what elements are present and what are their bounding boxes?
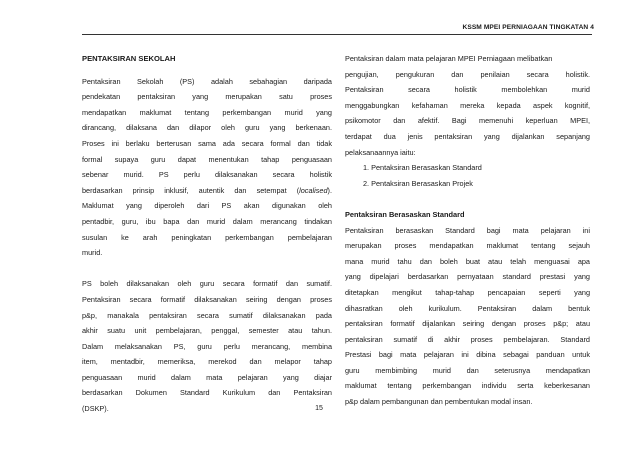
left-paragraph-2 xyxy=(82,276,332,416)
text-line: pelaksanaannya iaitu: xyxy=(345,147,416,157)
text-line: menggabungkan kefahaman mereka kepada aspek kognitif, xyxy=(345,100,590,110)
page-number: 15 xyxy=(315,405,323,412)
text-line: (DSKP). xyxy=(82,404,109,414)
text-line: Pentaksiran secara holistik membolehkan murid xyxy=(345,85,590,95)
text-line: ditetapkan mengikut tahap-tahap pencapaian seperti yang xyxy=(345,287,590,297)
text-line: dirancang, dilaksana dan dilapor oleh guru yang berkenaan. xyxy=(82,123,332,133)
text-line: penguasaan murid dalam mata pelajaran yang diajar xyxy=(82,372,332,382)
text-line: akhir suatu unit pembelajaran, penggal, semester atau tahun. xyxy=(82,326,332,336)
paragraph-gap xyxy=(345,191,590,207)
text-line: pentaksiran sumatif di akhir proses pembelajaran. Standard xyxy=(345,334,590,344)
text-line: sebenar murid. PS perlu dilaksanakan secara holistik xyxy=(82,170,332,180)
text-line: pengujian, pengukuran dan penilaian secara holistik. xyxy=(345,69,590,79)
running-header: KSSM MPEI PERNIAGAAN TINGKATAN 4 xyxy=(462,24,594,31)
list-item: 2. Pentaksiran Berasaskan Projek xyxy=(363,178,473,188)
text-line: psikomotor dan afektif. Bagi memenuhi keperluan MPEI, xyxy=(345,116,590,126)
text-line: formal supaya guru dapat menentukan tahap penguasaan xyxy=(82,154,332,164)
text-line: guru membimbing murid dan seterusnya mendapatkan xyxy=(345,365,590,375)
left-column xyxy=(82,51,332,417)
text-line: yang dipelajari berdasarkan pernyataan standard prestasi yang xyxy=(345,272,590,282)
text-line: Prestasi bagi mata pelajaran ini dibina sebagai panduan untuk xyxy=(345,350,590,360)
paragraph-gap xyxy=(82,261,332,277)
header-rule xyxy=(82,34,592,35)
assessment-types-list xyxy=(345,160,590,191)
text-line: p&p dalam pembangunan dan pembentukan modal insan. xyxy=(345,397,533,407)
subsection-heading: Pentaksiran Berasaskan Standard xyxy=(345,209,465,219)
text-line: murid. xyxy=(82,248,103,258)
text-line: Maklumat yang diperoleh dari PS akan digunakan oleh xyxy=(82,201,332,211)
right-paragraph-1 xyxy=(345,51,590,160)
text-line: merupakan proses mendapatkan maklumat tentang sejauh xyxy=(345,241,590,251)
text-line: PS boleh dilaksanakan oleh guru secara formatif dan sumatif. xyxy=(82,279,332,289)
text-line: mana murid tahu dan boleh buat atau telah menguasai apa xyxy=(345,256,590,266)
list-item: 1. Pentaksiran Berasaskan Standard xyxy=(363,163,482,173)
text-line-with-italic: berdasarkan prinsip inklusif, autentik dan setempat (localised). xyxy=(82,185,332,195)
text-line: berdasarkan Dokumen Standard Kurikulum dan Pentaksiran xyxy=(82,388,332,398)
section-heading: PENTAKSIRAN SEKOLAH xyxy=(82,54,176,63)
italic-term: localised xyxy=(299,185,328,195)
text-line: Pentaksiran secara formatif dilaksanakan seiring dengan proses xyxy=(82,294,332,304)
left-paragraph-1 xyxy=(82,74,332,261)
text-line: Pentaksiran berasaskan Standard bagi mata pelajaran ini xyxy=(345,225,590,235)
text-line: dihasratkan oleh kurikulum. Pentaksiran dalam bentuk xyxy=(345,303,590,313)
text-line: Pentaksiran dalam mata pelajaran MPEI Perniagaan melibatkan xyxy=(345,54,553,63)
text-line: susulan ke arah peningkatan perkembangan pembelajaran xyxy=(82,232,332,242)
text-line: maklumat tentang perkembangan individu serta keberkesanan xyxy=(345,381,590,391)
text-line: Pentaksiran Sekolah (PS) adalah sebahagian daripada xyxy=(82,76,332,86)
text-line: Proses ini berlaku berterusan sama ada secara formal dan tidak xyxy=(82,138,332,148)
text-line: pendekatan pentaksiran yang merupakan satu proses xyxy=(82,92,332,102)
text-line: mendapatkan maklumat tentang perkembangan murid yang xyxy=(82,107,332,117)
text-line: Dalam melaksanakan PS, guru perlu merancang, membina xyxy=(82,341,332,351)
right-column xyxy=(345,51,590,410)
text-line: p&p, manakala pentaksiran secara sumatif dilaksanakan pada xyxy=(82,310,332,320)
right-paragraph-2 xyxy=(345,223,590,410)
text-line: terdapat dua jenis pentaksiran yang dijalankan sepanjang xyxy=(345,131,590,141)
text-line: item, mentadbir, memeriksa, merekod dan melapor tahap xyxy=(82,357,332,367)
text-line: pentadbir, guru, ibu bapa dan murid dalam merancang tindakan xyxy=(82,216,332,226)
text-line: pentaksiran formatif dijalankan seiring dengan proses p&p; atau xyxy=(345,319,590,329)
